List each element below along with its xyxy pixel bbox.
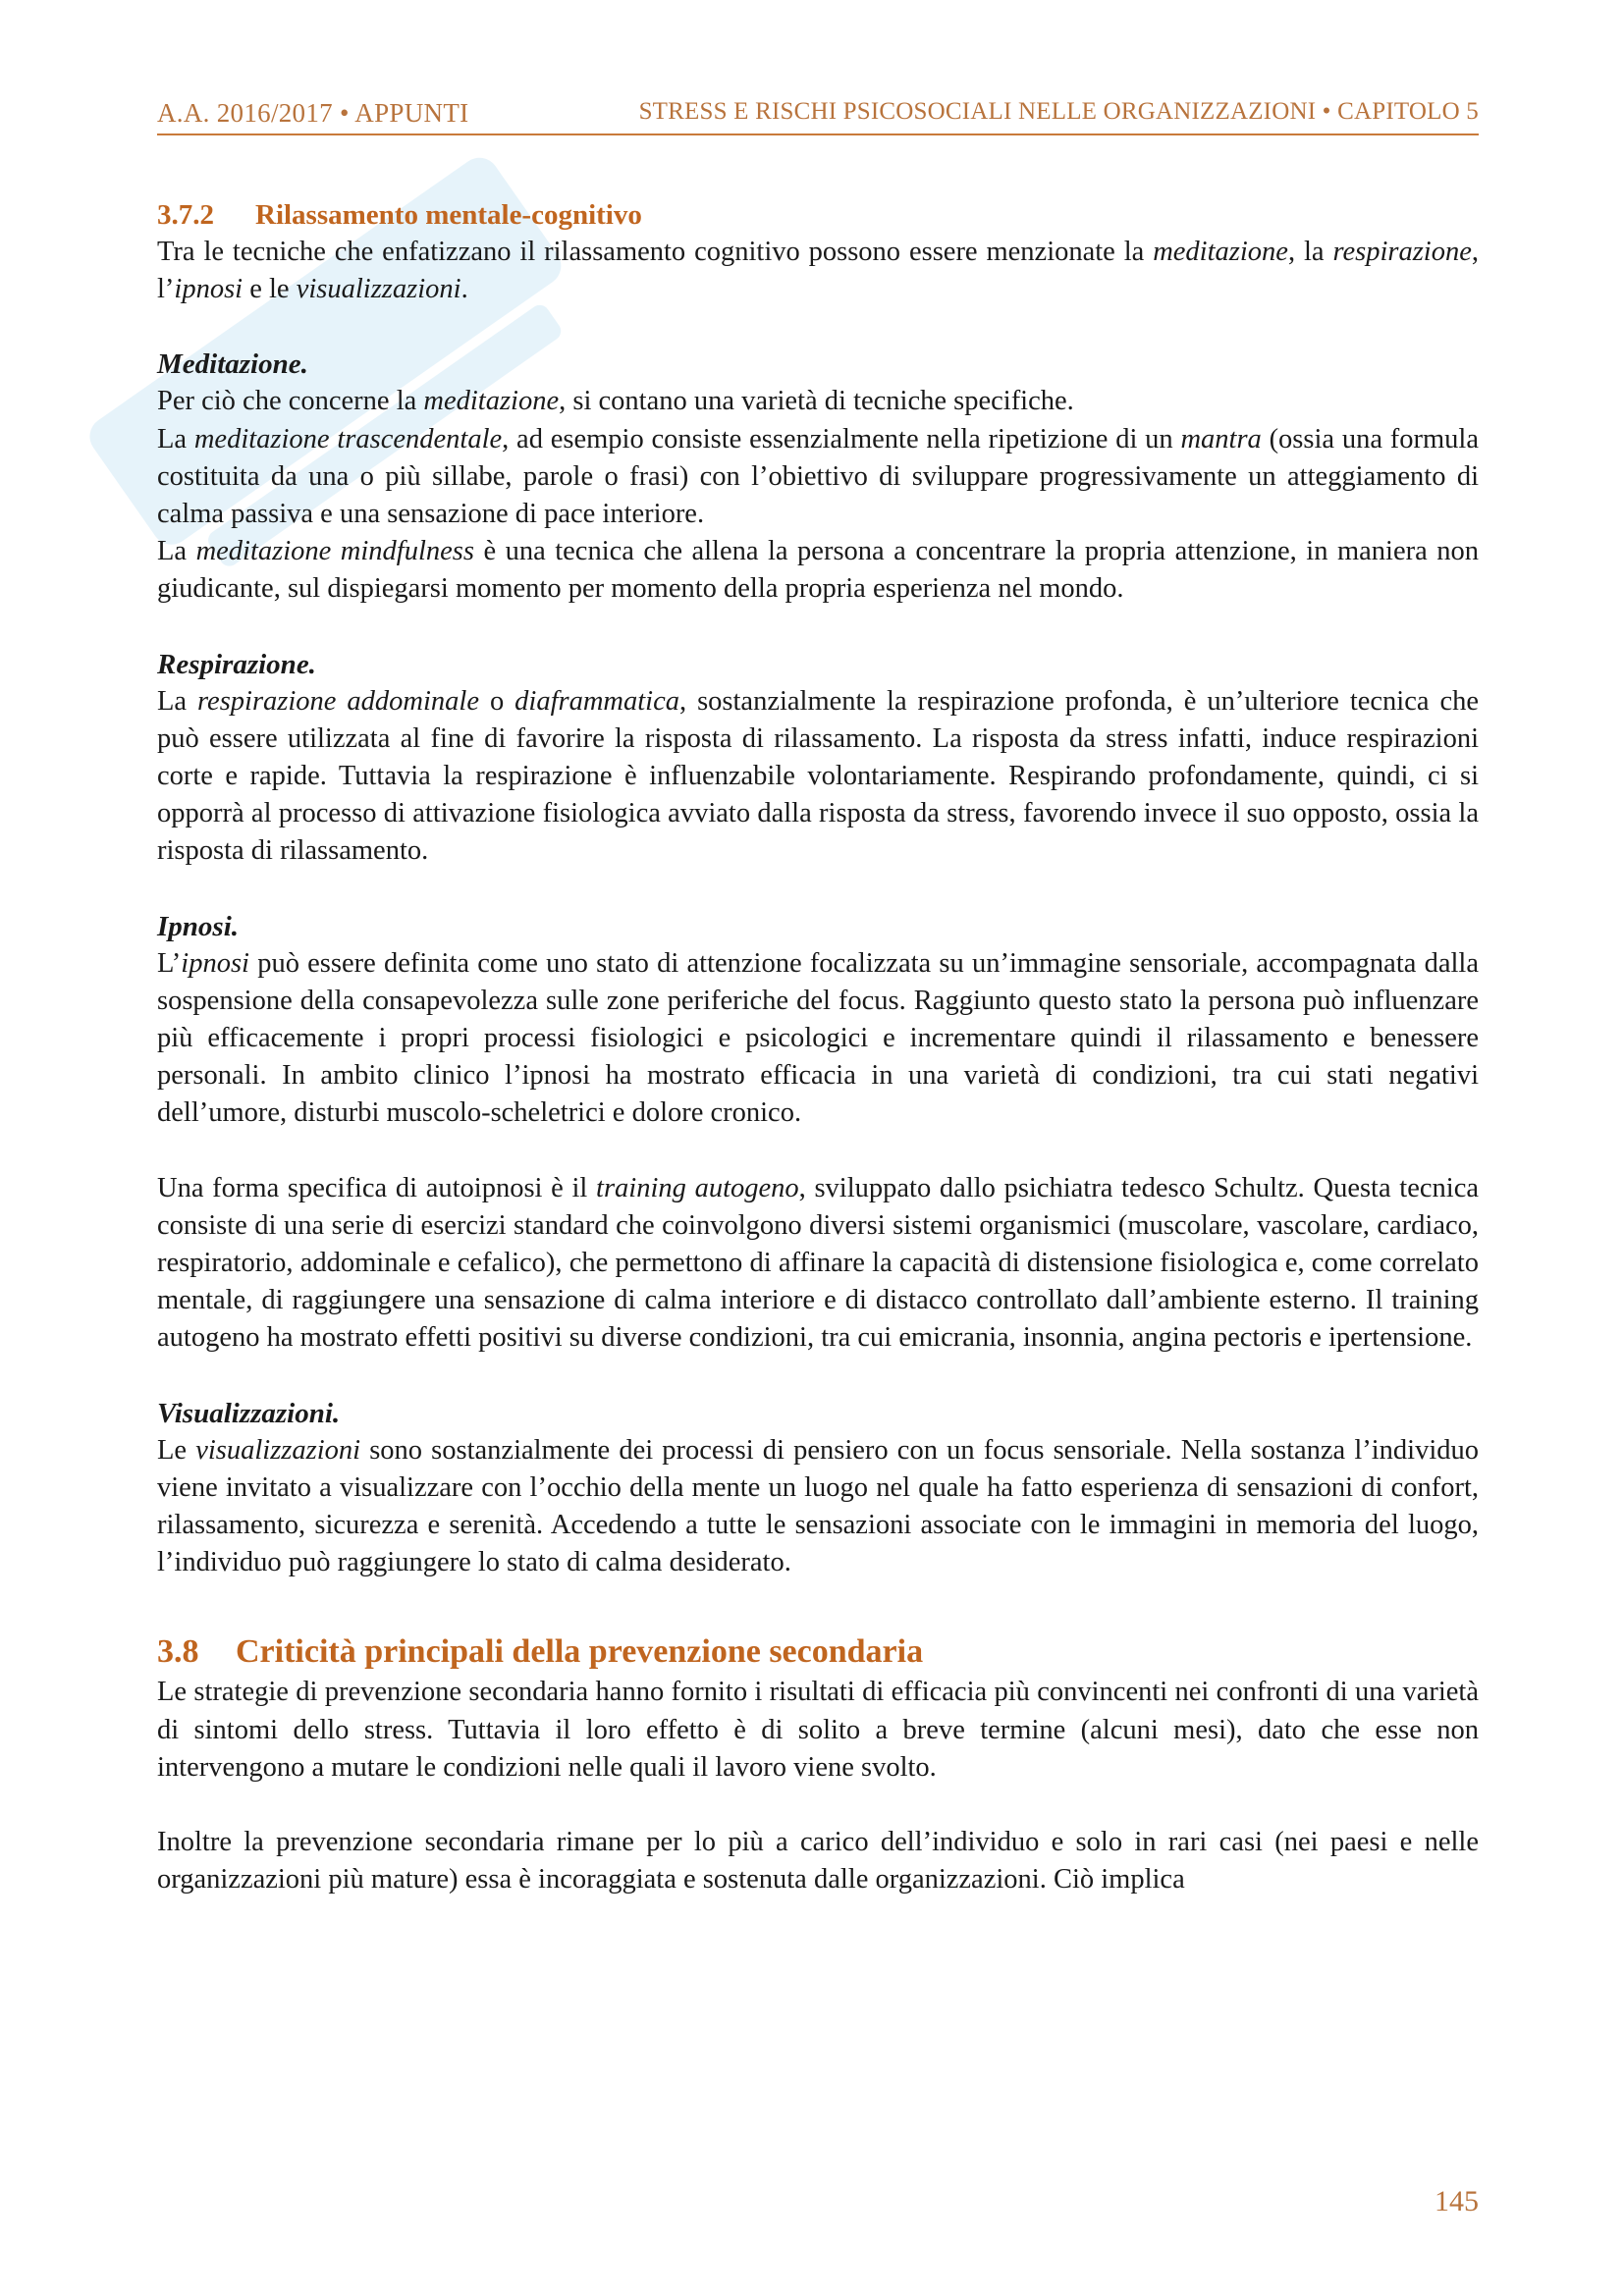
page-header [157,94,1479,135]
header-left: A.A. 2016/2017 • APPUNTI [157,98,469,128]
section-heading-3-7-2: 3.7.2 Rilassamento mentale-cognitivo [157,199,642,231]
header-right: STRESS E RISCHI PSICOSOCIALI NELLE ORGANIZZAZIONI • CAPITOLO 5 [638,98,1479,125]
meditazione-heading: Meditazione. [157,348,308,381]
ipnosi-heading: Ipnosi. [157,910,240,942]
section-intro: Tra le tecniche che enfatizzano il rilassamento cognitivo possono essere menzionate la meditazione, la respirazione, l’ipnosi e le visualizzazioni. [157,237,1480,305]
section-3-8-paragraph-1: Le strategie di prevenzione secondaria hanno fornito i risultati di efficacia più convincenti nei confronti di una varietà di sintomi dello stress. Tuttavia il loro effetto è di solito a breve termine (alcuni mesi), dato che esse non intervengono a mutare le condizioni nelle quali il lavoro viene svolto. [157,1677,1479,1783]
visualizzazioni-paragraph: Le visualizzazioni sono sostanzialmente dei processi di pensiero con un focus sensoriale. Nella sostanza l’individuo viene invitato a visualizzare con l’occhio della mente un luogo nel quale ha fatto esperienza di sensazioni di confort, rilassamento, sicurezza e serenità. Accedendo a tutte le sensazioni associate con le immagini in memoria del luogo, l’individuo può raggiungere lo stato di calma desiderato. [157,1434,1480,1578]
page-body [157,196,1479,1899]
section-3-8-paragraph-2: Inoltre la prevenzione secondaria rimane per lo più a carico dell’individuo e solo in rari casi (nei paesi e nelle organizzazioni più mature) essa è incoraggiata e sostenuta dalle organizzazioni. Ciò implica [157,1827,1479,1896]
meditazione-paragraph-3: La meditazione mindfulness è una tecnica che allena la persona a concentrare la propria attenzione, in maniera non giudicante, sul dispiegarsi momento per momento della propria esperienza nel mondo. [157,536,1479,605]
page-number: 145 [1435,2185,1479,2217]
meditazione-paragraph-1: Per ciò che concerne la meditazione, si contano una varietà di tecniche specifiche. [157,386,1074,417]
ipnosi-paragraph-1: L’ipnosi può essere definita come uno stato di attenzione focalizzata su un’immagine sensoriale, accompagnata dalla sospensione della consapevolezza sulle zone periferiche del focus. Raggiunto questo stato la persona può influenzare più efficacemente i propri processi fisiologici e psicologici e incrementare quindi il rilassamento e benessere personali. In ambito clinico l’ipnosi ha mostrato efficacia in una varietà di condizioni, tra cui stati negativi dell’umore, disturbi muscolo-scheletrici e dolore cronico. [157,947,1479,1129]
meditazione-paragraph-2: La meditazione trascendentale, ad esempio consiste essenzialmente nella ripetizione di un mantra (ossia una formula costituita da una o più sillabe, parole o frasi) con l’obiettivo di sviluppare progressivamente un atteggiamento di calma passiva e una sensazione di pace interiore. [157,423,1479,530]
ipnosi-paragraph-2: Una forma specifica di autoipnosi è il training autogeno, sviluppato dallo psichiatra tedesco Schultz. Questa tecnica consiste di una serie di esercizi standard che coinvolgono diversi sistemi organismici (muscolare, vascolare, cardiaco, respiratorio, addominale e cefalico), che permettono di affinare la capacità di distensione fisiologica e, come correlato mentale, di raggiungere una sensazione di calma interiore e di distacco controllato dall’ambiente esterno. Il training autogeno ha mostrato effetti positivi su diverse condizioni, tra cui emicrania, insonnia, angina pectoris e ipertensione. [157,1172,1479,1354]
section-heading-3-8: 3.8 Criticità principali della prevenzione secondaria [157,1633,924,1671]
respirazione-paragraph: La respirazione addominale o diaframmatica, sostanzialmente la respirazione profonda, è un’ulteriore tecnica che può essere utilizzata al fine di favorire la risposta di rilassamento. La risposta da stress infatti, induce respirazioni corte e rapide. Tuttavia la respirazione è influenzabile volontariamente. Respirando profondamente, quindi, ci si opporrà al processo di attivazione fisiologica avviato dalla risposta da stress, favorendo invece il suo opposto, ossia la risposta di rilassamento. [157,685,1480,867]
respirazione-heading: Respirazione. [157,648,316,680]
visualizzazioni-heading: Visualizzazioni. [157,1397,341,1429]
